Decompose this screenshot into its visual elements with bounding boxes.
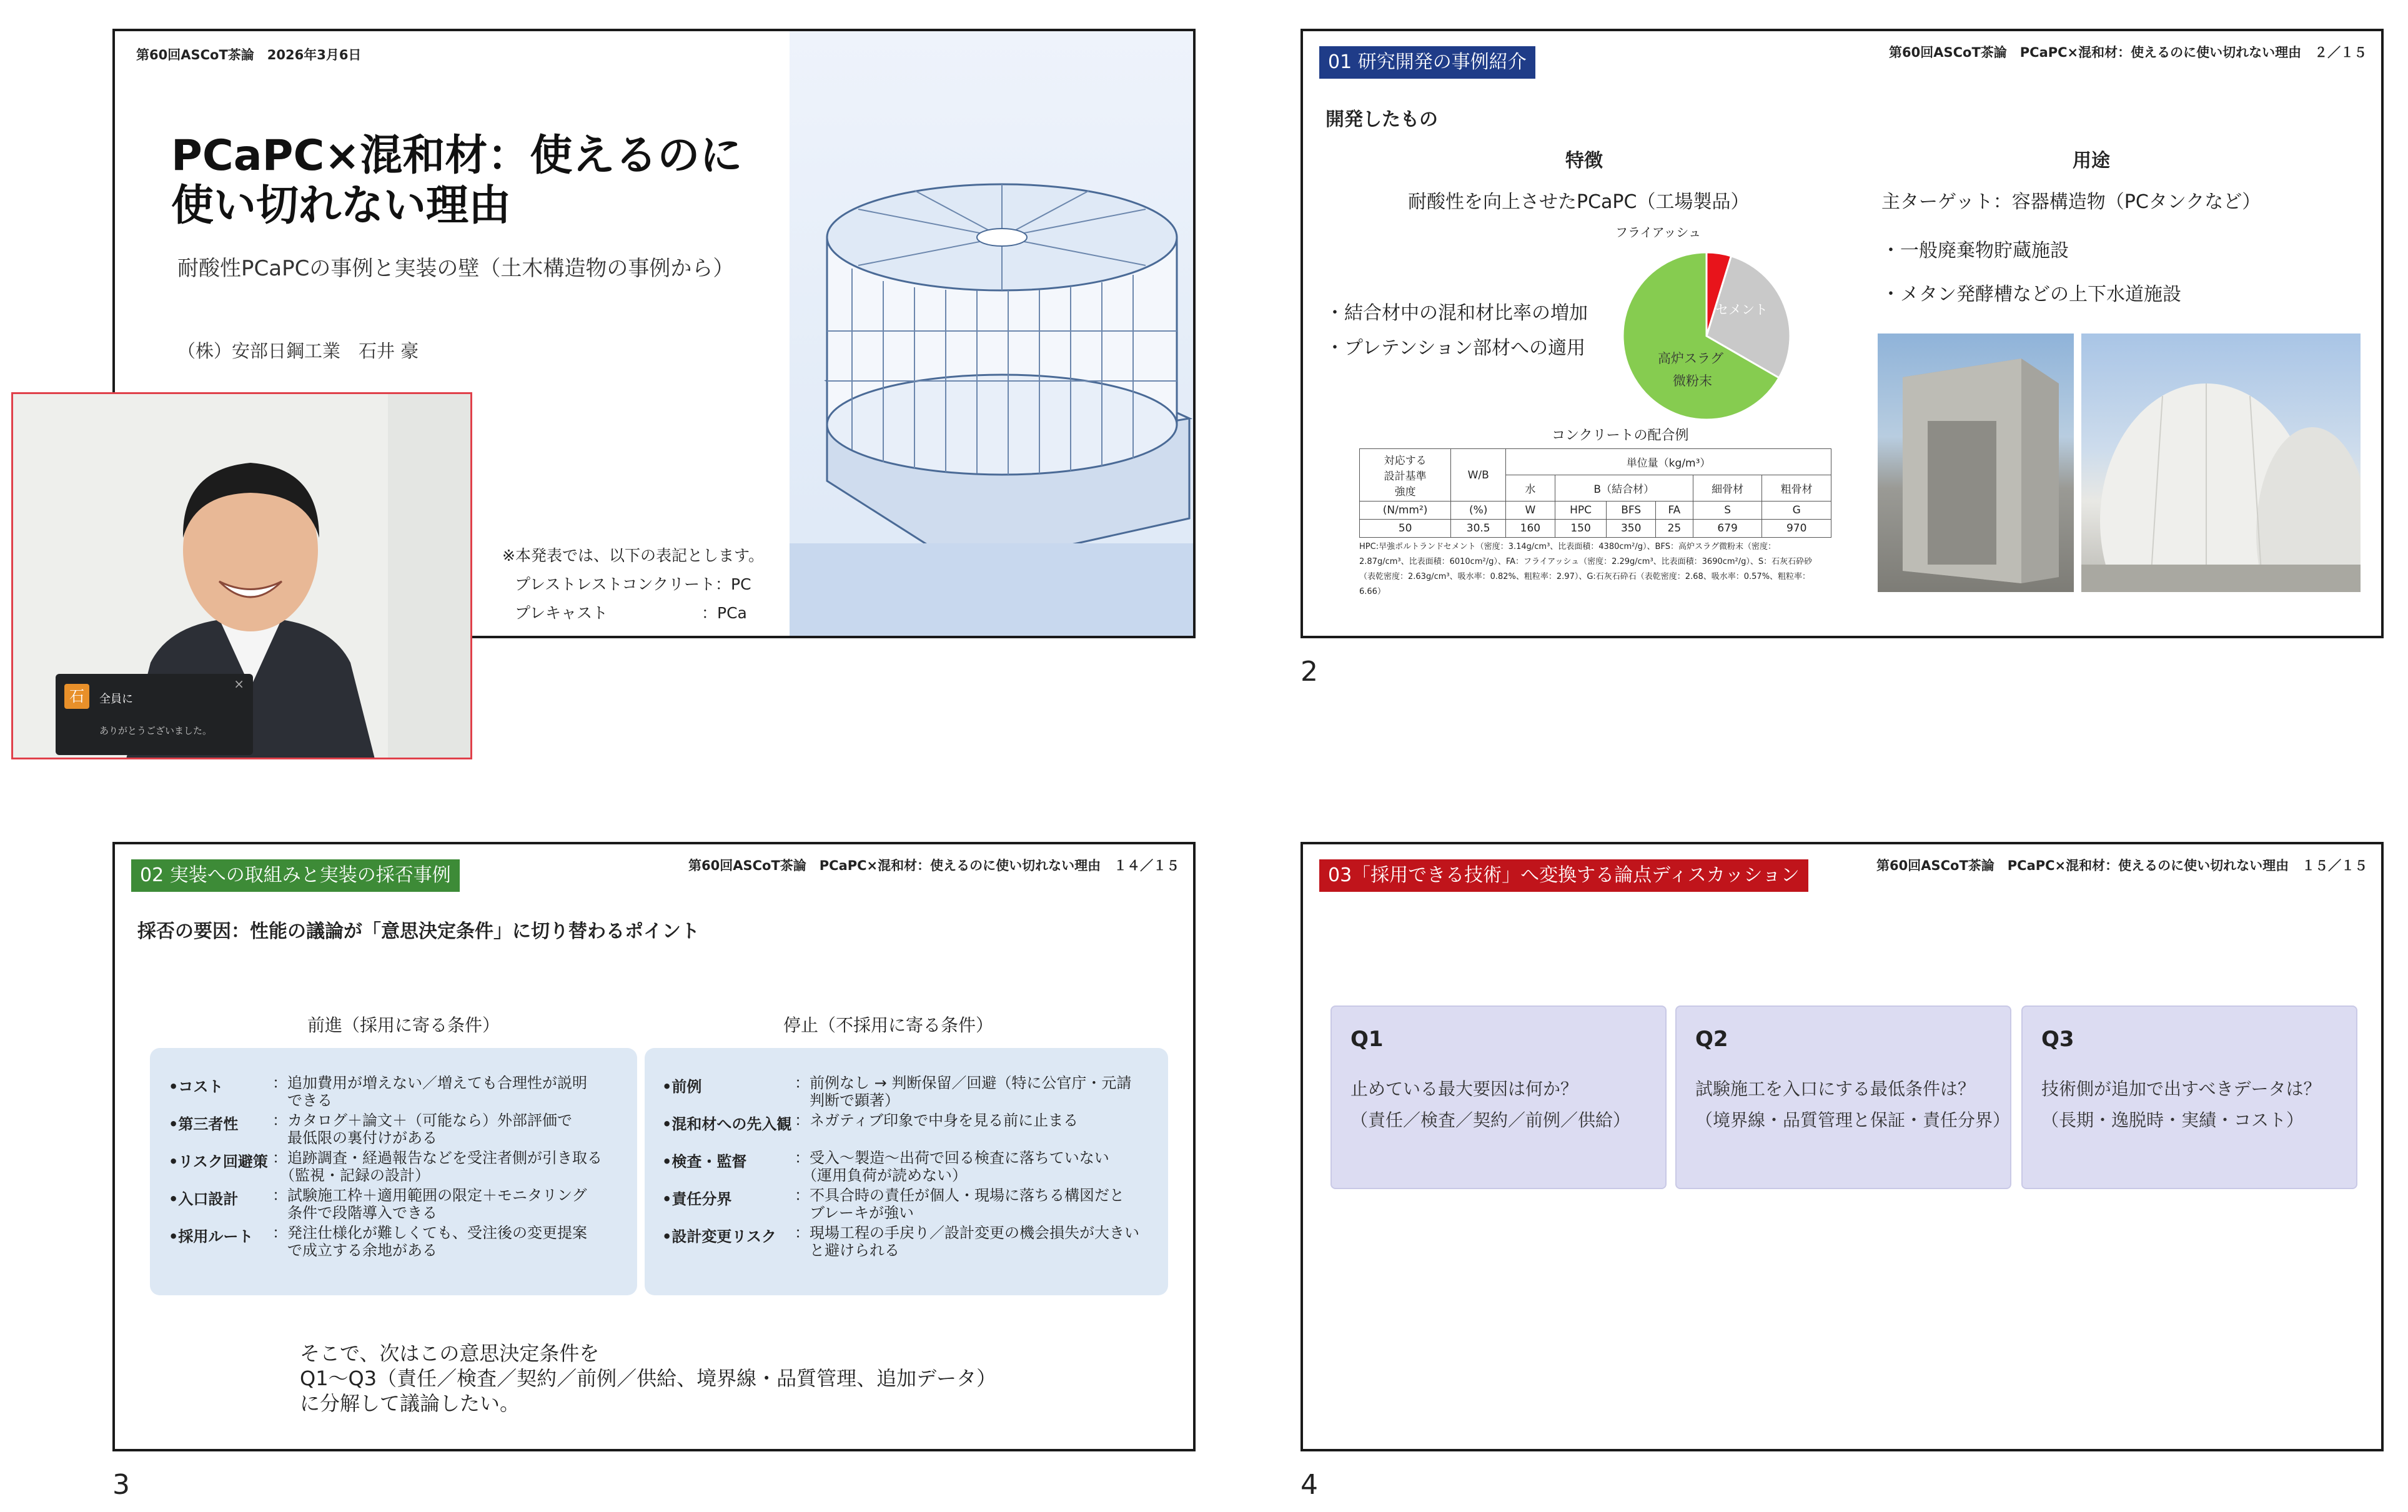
feature-bullet-2: ・プレテンション部材への適用 <box>1325 337 1585 359</box>
toast-close-icon[interactable]: × <box>234 676 244 691</box>
conclusion-line-1: そこで、次はこの意思決定条件を <box>300 1342 600 1365</box>
section-label-02: 02 実装への取組みと実装の採否事例 <box>131 859 460 892</box>
th-water: 水 <box>1506 475 1555 502</box>
title-line-2: 使い切れない理由 <box>171 181 512 230</box>
unit-wb: (%) <box>1451 502 1506 520</box>
condition-label: •検査・監督 <box>662 1153 747 1170</box>
val-fa: 25 <box>1655 520 1693 538</box>
condition-text: ：前例なし → 判断保留／回避（特に公官庁・元請 <box>795 1074 1132 1092</box>
slide-2-header: 第60回ASCoT茶論 PCaPC×混和材：使えるのに使い切れない理由 ２／１５ <box>1889 45 2367 60</box>
question-card-q2[interactable] <box>1675 1006 2011 1189</box>
q2-detail: （境界線・品質管理と保証・責任分界） <box>1695 1110 2011 1130</box>
condition-text: ：カタログ＋論文＋（可能なら）外部評価で <box>272 1112 572 1129</box>
unit-hpc: HPC <box>1555 502 1607 520</box>
tank-illustration <box>790 31 1193 636</box>
section-label-01: 01 研究開発の事例紹介 <box>1319 46 1535 79</box>
toast-recipient: 全員に <box>99 693 133 706</box>
pie-label-slag-1: 高炉スラグ <box>1658 351 1723 366</box>
val-g: 970 <box>1762 520 1831 538</box>
slide-1-subtitle: 耐酸性PCaPCの事例と実装の壁（土木構造物の事例から） <box>177 256 735 281</box>
condition-text: ：現場工程の手戻り／設計変更の機会損失が大きい <box>795 1224 1139 1242</box>
use-item-1: ・一般廃棄物貯蔵施設 <box>1881 240 2069 262</box>
notation-note-1: ※本発表では、以下の表記とします。 <box>502 546 764 565</box>
slide-3-heading: 採否の要因：性能の議論が「意思決定条件」に切り替わるポイント <box>137 921 700 942</box>
title-line-1: PCaPC×混和材：使えるのに <box>171 131 743 180</box>
condition-text: ：追加費用が増えない／増えても合理性が説明 <box>272 1074 587 1092</box>
val-s: 679 <box>1693 520 1762 538</box>
section-label-03: 03「採用できる技術」へ変換する論点ディスカッション <box>1319 859 1808 892</box>
digester-tank-photo <box>2081 334 2361 592</box>
val-hpc: 150 <box>1555 520 1607 538</box>
unit-s: S <box>1693 502 1762 520</box>
condition-text-cont: （運用負荷が読めない） <box>795 1167 967 1184</box>
right-column-head: 停止（不採用に寄る条件） <box>783 1015 994 1035</box>
condition-text: ：受入～製造～出荷で回る検査に落ちていない <box>795 1149 1109 1167</box>
condition-text: ：追跡調査・経過報告などを受注者側が引き取る <box>272 1149 602 1167</box>
slide-4-header: 第60回ASCoT茶論 PCaPC×混和材：使えるのに使い切れない理由 １５／１５ <box>1876 858 2368 873</box>
slide-2-thumbnail[interactable] <box>1301 29 2384 638</box>
th-binder: B（結合材） <box>1555 475 1693 502</box>
conclusion-line-2: Q1～Q3（責任／検査／契約／前例／供給、境界線・品質管理、追加データ） <box>300 1366 997 1390</box>
slide-3-thumbnail[interactable] <box>112 842 1196 1451</box>
notation-note-3: プレキャスト ：PCa <box>515 604 747 622</box>
sender-avatar: 石 <box>64 684 89 709</box>
table-footnote-3: （表乾密度：2.63g/cm³、吸水率：0.82%、粗粒率：2.97）、G:石灰石砕石（表乾密度：2.68、吸水率：0.57%、粗粒率： <box>1359 572 1811 581</box>
slide-2-page-number: 2 <box>1301 656 1318 688</box>
question-card-q3[interactable] <box>2021 1006 2357 1189</box>
table-footnote-4: 6.66） <box>1359 587 1385 596</box>
condition-text-cont: ブレーキが強い <box>795 1204 914 1222</box>
q1-detail: （責任／検査／契約／前例／供給） <box>1350 1110 1631 1130</box>
th-strength: 対応する 設計基準 強度 <box>1360 449 1451 502</box>
pie-label-cement: セメント <box>1715 302 1768 317</box>
condition-label: •第三者性 <box>169 1115 239 1133</box>
feature-bullet-1: ・結合材中の混和材比率の増加 <box>1325 302 1588 324</box>
pie-label-flyash: フライアッシュ <box>1615 225 1701 240</box>
val-strength: 50 <box>1360 520 1451 538</box>
slide-4-page-number: 4 <box>1301 1469 1318 1501</box>
q1-question: 止めている最大要因は何か？ <box>1350 1079 1578 1099</box>
slide-1-author: （株）安部日鋼工業 石井 豪 <box>177 340 419 362</box>
condition-label: •採用ルート <box>169 1228 254 1245</box>
conclusion-line-3: に分解して議論したい。 <box>300 1391 520 1415</box>
pie-label-slag-2: 微粉末 <box>1673 373 1712 388</box>
th-unit: 単位量（kg/m³） <box>1506 449 1831 475</box>
condition-text: ：ネガティブ印象で中身を見る前に止まる <box>795 1112 1079 1129</box>
q3-detail: （長期・逸脱時・実績・コスト） <box>2041 1110 2304 1130</box>
use-main-target: 主ターゲット：容器構造物（PCタンクなど） <box>1881 191 2261 213</box>
condition-label: •前例 <box>662 1078 702 1095</box>
slide-4-thumbnail[interactable] <box>1301 842 2384 1451</box>
use-item-2: ・メタン発酵槽などの上下水道施設 <box>1881 284 2181 305</box>
condition-text-cont: 最低限の裏付けがある <box>272 1129 437 1147</box>
pca-structure-photo <box>1878 334 2074 592</box>
slide-1-header: 第60回ASCoT茶論 2026年3月6日 <box>136 47 362 62</box>
mix-table-title: コンクリートの配合例 <box>1552 428 1689 443</box>
left-column-head: 前進（採用に寄る条件） <box>307 1015 500 1035</box>
condition-label: •混和材への先入観 <box>662 1115 792 1133</box>
webcam-video-tile[interactable] <box>11 392 472 759</box>
val-w: 160 <box>1506 520 1555 538</box>
unit-strength: (N/mm²) <box>1360 502 1451 520</box>
condition-text: ：発注仕様化が難しくても、受注後の変更提案 <box>272 1224 587 1242</box>
concrete-block-photo-icon <box>1878 334 2074 592</box>
developed-heading: 開発したもの <box>1325 109 1438 131</box>
unit-fa: FA <box>1655 502 1693 520</box>
condition-label: •コスト <box>169 1078 224 1095</box>
mix-proportion-table <box>1359 448 1831 538</box>
unit-bfs: BFS <box>1607 502 1656 520</box>
condition-label: •設計変更リスク <box>662 1228 776 1245</box>
th-fine: 細骨材 <box>1693 475 1762 502</box>
val-bfs: 350 <box>1607 520 1656 538</box>
q2-title: Q2 <box>1695 1027 1728 1052</box>
condition-text: ：試験施工枠＋適用範囲の限定＋モニタリング <box>272 1187 587 1204</box>
th-wb: W/B <box>1451 449 1506 502</box>
tank-drawing-icon <box>790 31 1193 636</box>
slide-3-header: 第60回ASCoT茶論 PCaPC×混和材：使えるのに使い切れない理由 １４／１５ <box>688 858 1180 873</box>
q1-title: Q1 <box>1350 1027 1384 1052</box>
val-wb: 30.5 <box>1451 520 1506 538</box>
egg-tank-photo-icon <box>2081 334 2361 592</box>
condition-label: •入口設計 <box>169 1190 239 1208</box>
condition-text-cont: できる <box>272 1092 332 1109</box>
condition-label: •責任分界 <box>662 1190 732 1208</box>
table-footnote-1: HPC:早強ポルトランドセメント（密度：3.14g/cm³、比表面積：4380cm²/g）、BFS：高炉スラグ微粉末（密度： <box>1359 542 1776 551</box>
th-coarse: 粗骨材 <box>1762 475 1831 502</box>
q3-question: 技術側が追加で出すべきデータは？ <box>2041 1079 2321 1099</box>
feature-text: 耐酸性を向上させたPCaPC（工場製品） <box>1408 191 1750 213</box>
question-card-q1[interactable] <box>1330 1006 1667 1189</box>
binder-pie-chart <box>1622 251 1791 421</box>
use-heading: 用途 <box>2073 150 2110 172</box>
condition-text: ：不具合時の責任が個人・現場に落ちる構図だと <box>795 1187 1124 1204</box>
unit-g: G <box>1762 502 1831 520</box>
condition-text-cont: （監視・記録の設計） <box>272 1167 430 1184</box>
toast-message: ありがとうございました。 <box>99 725 212 736</box>
condition-text-cont: 条件で段階導入できる <box>272 1204 437 1222</box>
unit-w: W <box>1506 502 1555 520</box>
notation-note-2: プレストレストコンクリート：PC <box>515 575 751 593</box>
slide-1-title <box>171 131 742 231</box>
q2-question: 試験施工を入口にする最低条件は？ <box>1695 1079 1976 1099</box>
condition-label: •リスク回避策 <box>169 1153 268 1170</box>
table-footnote-2: 2.87g/cm³、比表面積：6010cm²/g）、FA：フライアッシュ（密度：2.29g/cm³、比表面積：3690cm²/g）、S：石灰石砕砂 <box>1359 557 1813 566</box>
slide-3-page-number: 3 <box>112 1469 130 1501</box>
condition-text-cont: 判断で顕著） <box>795 1092 899 1109</box>
q3-title: Q3 <box>2041 1027 2074 1052</box>
condition-text-cont: で成立する余地がある <box>272 1242 437 1259</box>
feature-heading: 特徴 <box>1565 150 1603 172</box>
condition-text-cont: と避けられる <box>795 1242 899 1259</box>
chat-notification-toast[interactable] <box>56 674 253 755</box>
